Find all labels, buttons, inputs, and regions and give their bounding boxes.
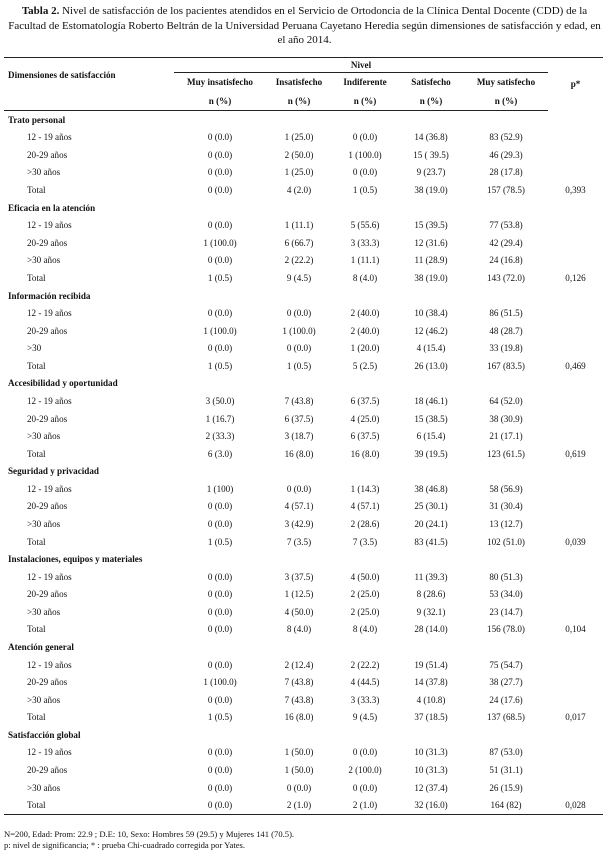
table-cell: 20 (24.1) xyxy=(414,518,448,529)
nivel-header: Nivel xyxy=(174,58,548,73)
table-cell: 16 (8.0) xyxy=(284,712,314,723)
table-cell: 1 (20.0) xyxy=(350,343,380,354)
table-cell: 0 (0.0) xyxy=(207,501,233,512)
table-row xyxy=(4,761,603,779)
table-cell: 0 (0.0) xyxy=(207,149,233,160)
table-cell: 23 (14.7) xyxy=(489,606,523,617)
unit-header: n (%) xyxy=(332,91,398,111)
table-cell: 2 (40.0) xyxy=(350,308,380,319)
table-row xyxy=(4,621,603,639)
table-cell: 1 (0.5) xyxy=(207,272,233,283)
table-cell: 42 (29.4) xyxy=(489,237,523,248)
row-label: 12 - 19 años xyxy=(27,308,72,319)
row-label: 12 - 19 años xyxy=(27,132,72,143)
table-cell: 7 (43.8) xyxy=(284,395,314,406)
unit-header: n (%) xyxy=(398,91,464,111)
p-value-cell xyxy=(548,568,603,586)
table-cell: 38 (46.8) xyxy=(414,483,448,494)
table-cell: 3 (18.7) xyxy=(284,431,314,442)
p-value-cell xyxy=(548,252,603,270)
table-cell: 7 (3.5) xyxy=(352,536,378,547)
table-caption-text: Nivel de satisfacción de los pacientes atendidos en el Servicio de Ortodoncia de la Clínica Dental Docente (CDD) de la Facultad de Estomatología Roberto Beltrán de la Universidad Peruana Cayetano Heredia según dimensiones de satisfacción y edad, en el año 2014. xyxy=(8,5,601,46)
table-cell: 6 (37.5) xyxy=(284,413,314,424)
row-label: Total xyxy=(4,796,174,814)
table-cell: 2 (1.0) xyxy=(332,796,398,814)
table-row xyxy=(4,515,603,533)
table-cell: 0 (0.0) xyxy=(207,589,233,600)
table-row xyxy=(4,410,603,428)
dimension-heading: Accesibilidad y oportunidad xyxy=(8,378,118,389)
table-cell: 3 (33.3) xyxy=(350,237,380,248)
row-label: 20-29 años xyxy=(27,149,68,160)
row-label: >30 años xyxy=(27,518,61,529)
table-cell: 1 (12.5) xyxy=(284,589,314,600)
unit-header: n (%) xyxy=(464,91,548,111)
table-cell: 137 (68.5) xyxy=(487,712,525,723)
table-cell: 1 (14.3) xyxy=(350,483,380,494)
table-cell: 1 (11.1) xyxy=(350,255,380,266)
table-cell: 164 (82) xyxy=(464,796,548,814)
row-label: >30 años xyxy=(27,782,61,793)
table-cell: 12 (37.4) xyxy=(414,782,448,793)
p-value-cell xyxy=(548,603,603,621)
row-label: 12 - 19 años xyxy=(27,659,72,670)
table-row xyxy=(4,779,603,797)
p-value-cell xyxy=(548,339,603,357)
table-cell: 1 (100.0) xyxy=(203,677,237,688)
table-cell: 0 (0.0) xyxy=(207,518,233,529)
table-cell: 9 (23.7) xyxy=(416,167,446,178)
p-value-cell xyxy=(548,761,603,779)
table-cell: 2 (40.0) xyxy=(350,325,380,336)
table-cell: 38 (27.7) xyxy=(489,677,523,688)
table-row xyxy=(4,498,603,516)
table-row xyxy=(4,568,603,586)
row-label: 12 - 19 años xyxy=(27,395,72,406)
p-value-cell: 0,039 xyxy=(565,536,586,547)
table-cell: 0 (0.0) xyxy=(207,747,233,758)
table-cell: 11 (39.3) xyxy=(414,571,448,582)
table-cell: 7 (43.8) xyxy=(284,677,314,688)
table-row xyxy=(4,357,603,375)
p-value-cell xyxy=(548,673,603,691)
row-label: Total xyxy=(27,360,46,371)
table-number: Tabla 2. xyxy=(21,5,60,17)
table-cell: 15 ( 39.5) xyxy=(413,149,449,160)
p-value-cell xyxy=(548,480,603,498)
table-cell: 0 (0.0) xyxy=(207,308,233,319)
p-value-cell: 0,017 xyxy=(565,712,586,723)
level-header: Muy insatisfecho xyxy=(187,77,253,87)
table-cell: 0 (0.0) xyxy=(286,782,312,793)
table-cell: 0 (0.0) xyxy=(207,185,233,196)
table-cell: 0 (0.0) xyxy=(207,782,233,793)
row-label: >30 xyxy=(27,343,42,354)
table-cell: 3 (42.9) xyxy=(284,518,314,529)
table-cell: 0 (0.0) xyxy=(207,132,233,143)
table-cell: 53 (34.0) xyxy=(489,589,523,600)
row-label: 12 - 19 años xyxy=(27,571,72,582)
level-header: Indiferente xyxy=(343,77,387,87)
table-cell: 14 (36.8) xyxy=(414,132,448,143)
row-label: Total xyxy=(27,272,46,283)
p-value-cell xyxy=(548,779,603,797)
p-value-cell xyxy=(548,216,603,234)
table-cell: 10 (31.3) xyxy=(414,765,448,776)
row-label: Total xyxy=(27,185,46,196)
table-row xyxy=(4,656,603,674)
table-cell: 87 (53.0) xyxy=(489,747,523,758)
row-label: Total xyxy=(27,624,46,635)
table-cell: 38 (19.0) xyxy=(414,185,448,196)
table-cell: 2 (33.3) xyxy=(205,431,235,442)
table-cell: 9 (4.5) xyxy=(286,272,312,283)
table-row xyxy=(4,216,603,234)
level-header: Insatisfecho xyxy=(275,77,323,87)
table-cell: 24 (17.6) xyxy=(489,694,523,705)
table-cell: 7 (3.5) xyxy=(286,536,312,547)
table-row xyxy=(4,304,603,322)
table-cell: 33 (19.8) xyxy=(489,343,523,354)
p-value-cell xyxy=(548,304,603,322)
row-label: >30 años xyxy=(27,255,61,266)
table-cell: 0 (0.0) xyxy=(174,796,266,814)
table-cell: 0 (0.0) xyxy=(207,571,233,582)
table-cell: 4 (2.0) xyxy=(286,185,312,196)
p-value-cell xyxy=(548,515,603,533)
table-cell: 2 (25.0) xyxy=(350,606,380,617)
p-value-cell: 0,126 xyxy=(565,272,586,283)
row-label: Total xyxy=(27,712,46,723)
table-cell: 0 (0.0) xyxy=(207,343,233,354)
table-cell: 83 (52.9) xyxy=(489,132,523,143)
satisfaction-table xyxy=(4,57,603,815)
table-cell: 0 (0.0) xyxy=(207,606,233,617)
table-cell: 1 (100) xyxy=(206,483,234,494)
table-cell: 4 (57.1) xyxy=(284,501,314,512)
row-label: 12 - 19 años xyxy=(27,483,72,494)
table-cell: 5 (55.6) xyxy=(350,220,380,231)
table-cell: 0 (0.0) xyxy=(352,747,378,758)
row-label: 20-29 años xyxy=(27,413,68,424)
table-cell: 8 (4.0) xyxy=(352,272,378,283)
table-cell: 1 (50.0) xyxy=(284,747,314,758)
p-value-header: p* xyxy=(570,79,581,90)
table-cell: 0 (0.0) xyxy=(207,255,233,266)
table-cell: 37 (18.5) xyxy=(414,712,448,723)
table-row xyxy=(4,322,603,340)
table-cell: 0 (0.0) xyxy=(352,132,378,143)
footnote-significance: p: nivel de significancia; * : prueba Chi-cuadrado corregida por Yates. xyxy=(4,840,246,850)
table-cell: 9 (32.1) xyxy=(416,606,446,617)
table-cell: 156 (78.0) xyxy=(487,624,525,635)
table-row xyxy=(4,269,603,287)
table-row xyxy=(4,744,603,762)
table-cell: 1 (11.1) xyxy=(284,220,314,231)
table-cell: 32 (16.0) xyxy=(398,796,464,814)
unit-header: n (%) xyxy=(266,91,332,111)
table-row xyxy=(4,603,603,621)
table-cell: 6 (15.4) xyxy=(416,431,446,442)
table-cell: 0 (0.0) xyxy=(286,483,312,494)
table-cell: 2 (100.0) xyxy=(348,765,382,776)
table-cell: 26 (15.9) xyxy=(489,782,523,793)
table-cell: 1 (0.5) xyxy=(352,185,378,196)
table-cell: 4 (10.8) xyxy=(416,694,446,705)
table-cell: 9 (4.5) xyxy=(352,712,378,723)
p-value-cell xyxy=(548,691,603,709)
row-label: 20-29 años xyxy=(27,325,68,336)
table-cell: 0 (0.0) xyxy=(207,624,233,635)
dimension-heading: Eficacia en la atención xyxy=(8,202,96,213)
table-cell: 1 (100.0) xyxy=(203,325,237,336)
table-cell: 102 (51.0) xyxy=(487,536,525,547)
table-cell: 2 (28.6) xyxy=(350,518,380,529)
table-cell: 2 (22.2) xyxy=(350,659,380,670)
table-cell: 38 (30.9) xyxy=(489,413,523,424)
p-value-cell xyxy=(548,146,603,164)
table-cell: 2 (50.0) xyxy=(284,149,314,160)
table-cell: 6 (66.7) xyxy=(284,237,314,248)
table-cell: 4 (57.1) xyxy=(350,501,380,512)
table-row xyxy=(4,181,603,199)
p-value-cell: 0,469 xyxy=(565,360,586,371)
table-cell: 86 (51.5) xyxy=(489,308,523,319)
table-row xyxy=(4,164,603,182)
table-cell: 8 (4.0) xyxy=(352,624,378,635)
table-cell: 2 (1.0) xyxy=(266,796,332,814)
table-row xyxy=(4,146,603,164)
table-cell: 14 (37.8) xyxy=(414,677,448,688)
dimension-heading: Trato personal xyxy=(8,114,66,125)
p-value-cell xyxy=(548,392,603,410)
table-cell: 1 (100.0) xyxy=(282,325,316,336)
table-cell: 4 (44.5) xyxy=(350,677,380,688)
table-row xyxy=(4,392,603,410)
table-cell: 13 (12.7) xyxy=(489,518,523,529)
table-cell: 157 (78.5) xyxy=(487,185,525,196)
row-label: 20-29 años xyxy=(27,237,68,248)
dimension-heading: Seguridad y privacidad xyxy=(8,466,99,477)
table-cell: 4 (50.0) xyxy=(284,606,314,617)
table-cell: 0 (0.0) xyxy=(286,308,312,319)
table-row xyxy=(4,252,603,270)
table-row xyxy=(4,339,603,357)
p-value-cell: 0,104 xyxy=(565,624,586,635)
table-cell: 80 (51.3) xyxy=(489,571,523,582)
table-cell: 0 (0.0) xyxy=(207,694,233,705)
dimension-heading: Instalaciones, equipos y materiales xyxy=(8,554,143,565)
row-label: 20-29 años xyxy=(27,765,68,776)
row-label: Total xyxy=(27,536,46,547)
table-row xyxy=(4,709,603,727)
p-value-cell xyxy=(548,410,603,428)
p-value-cell: 0,028 xyxy=(548,796,603,814)
table-cell: 12 (31.6) xyxy=(414,237,448,248)
table-cell: 0 (0.0) xyxy=(207,659,233,670)
table-cell: 11 (28.9) xyxy=(414,255,448,266)
table-cell: 0 (0.0) xyxy=(352,167,378,178)
table-cell: 3 (33.3) xyxy=(350,694,380,705)
table-cell: 26 (13.0) xyxy=(414,360,448,371)
table-cell: 1 (0.5) xyxy=(207,712,233,723)
row-label: 12 - 19 años xyxy=(27,220,72,231)
table-cell: 83 (41.5) xyxy=(414,536,448,547)
dimensions-header: Dimensiones de satisfacción xyxy=(8,69,116,80)
table-row xyxy=(4,129,603,147)
row-label: 20-29 años xyxy=(27,677,68,688)
table-cell: 1 (0.5) xyxy=(207,360,233,371)
table-cell: 2 (25.0) xyxy=(350,589,380,600)
table-cell: 25 (30.1) xyxy=(414,501,448,512)
p-value-cell xyxy=(548,585,603,603)
row-label: >30 años xyxy=(27,606,61,617)
table-cell: 0 (0.0) xyxy=(286,343,312,354)
table-cell: 1 (100.0) xyxy=(203,237,237,248)
table-cell: 1 (50.0) xyxy=(284,765,314,776)
table-cell: 51 (31.1) xyxy=(489,765,523,776)
table-cell: 8 (4.0) xyxy=(286,624,312,635)
table-cell: 15 (39.5) xyxy=(414,220,448,231)
table-cell: 8 (28.6) xyxy=(416,589,446,600)
p-value-cell xyxy=(548,656,603,674)
table-row xyxy=(4,427,603,445)
table-caption xyxy=(4,4,605,48)
p-value-cell xyxy=(548,129,603,147)
table-cell: 7 (43.8) xyxy=(284,694,314,705)
footnote-sample: N=200, Edad: Prom: 22.9 ; D.E: 10, Sexo: Hombres 59 (29.5) y Mujeres 141 (70.5). xyxy=(4,829,295,839)
table-row xyxy=(4,691,603,709)
table-cell: 10 (38.4) xyxy=(414,308,448,319)
table-row xyxy=(4,445,603,463)
p-value-cell xyxy=(548,164,603,182)
table-cell: 1 (100.0) xyxy=(348,149,382,160)
table-cell: 2 (12.4) xyxy=(284,659,314,670)
dimension-heading: Información recibida xyxy=(8,290,91,301)
p-value-cell xyxy=(548,498,603,516)
table-cell: 12 (46.2) xyxy=(414,325,448,336)
table-cell: 15 (38.5) xyxy=(414,413,448,424)
p-value-cell xyxy=(548,322,603,340)
table-cell: 1 (25.0) xyxy=(284,167,314,178)
table-cell: 0 (0.0) xyxy=(207,167,233,178)
row-label: >30 años xyxy=(27,431,61,442)
table-cell: 6 (37.5) xyxy=(350,395,380,406)
table-row xyxy=(4,673,603,691)
footnotes xyxy=(4,829,294,851)
table-cell: 1 (25.0) xyxy=(284,132,314,143)
row-label: 20-29 años xyxy=(27,589,68,600)
table-cell: 16 (8.0) xyxy=(284,448,314,459)
table-cell: 4 (25.0) xyxy=(350,413,380,424)
table-cell: 0 (0.0) xyxy=(207,220,233,231)
row-label: Total xyxy=(27,448,46,459)
row-label: 12 - 19 años xyxy=(27,747,72,758)
table-cell: 1 (0.5) xyxy=(207,536,233,547)
table-cell: 28 (17.8) xyxy=(489,167,523,178)
table-cell: 1 (16.7) xyxy=(205,413,235,424)
row-label: >30 años xyxy=(27,694,61,705)
table-cell: 77 (53.8) xyxy=(489,220,523,231)
table-cell: 1 (0.5) xyxy=(286,360,312,371)
table-row xyxy=(4,585,603,603)
table-cell: 3 (50.0) xyxy=(205,395,235,406)
dimension-heading: Atención general xyxy=(8,642,74,652)
table-cell: 31 (30.4) xyxy=(489,501,523,512)
table-cell: 10 (31.3) xyxy=(414,747,448,758)
table-cell: 2 (22.2) xyxy=(284,255,314,266)
table-cell: 0 (0.0) xyxy=(352,782,378,793)
table-cell: 21 (17.1) xyxy=(489,431,523,442)
table-cell: 38 (19.0) xyxy=(414,272,448,283)
table-cell: 167 (83.5) xyxy=(487,360,525,371)
table-cell: 39 (19.5) xyxy=(414,448,448,459)
table-cell: 58 (56.9) xyxy=(489,483,523,494)
p-value-cell xyxy=(548,234,603,252)
table-cell: 4 (15.4) xyxy=(416,343,446,354)
table-cell: 143 (72.0) xyxy=(487,272,525,283)
level-header: Satisfecho xyxy=(411,77,451,87)
unit-header: n (%) xyxy=(174,91,266,111)
table-cell: 6 (3.0) xyxy=(207,448,233,459)
table-cell: 18 (46.1) xyxy=(414,395,448,406)
table-cell: 24 (16.8) xyxy=(489,255,523,266)
table-row xyxy=(4,796,603,814)
p-value-cell: 0,619 xyxy=(565,448,586,459)
table-cell: 4 (50.0) xyxy=(350,571,380,582)
table-cell: 6 (37.5) xyxy=(350,431,380,442)
table-row xyxy=(4,480,603,498)
table-cell: 46 (29.3) xyxy=(489,149,523,160)
table-row xyxy=(4,533,603,551)
table-cell: 3 (37.5) xyxy=(284,571,314,582)
dimension-heading: Satisfacción global xyxy=(8,729,81,740)
row-label: 20-29 años xyxy=(27,501,68,512)
table-cell: 28 (14.0) xyxy=(414,624,448,635)
p-value-cell xyxy=(548,427,603,445)
table-cell: 64 (52.0) xyxy=(489,395,523,406)
p-value-cell xyxy=(548,744,603,762)
table-cell: 16 (8.0) xyxy=(350,448,380,459)
table-cell: 5 (2.5) xyxy=(352,360,378,371)
row-label: >30 años xyxy=(27,167,61,178)
table-cell: 75 (54.7) xyxy=(489,659,523,670)
table-cell: 123 (61.5) xyxy=(487,448,525,459)
level-header: Muy satisfecho xyxy=(476,77,536,87)
table-row xyxy=(4,234,603,252)
table-cell: 48 (28.7) xyxy=(489,325,523,336)
p-value-cell: 0,393 xyxy=(565,185,586,196)
table-cell: 19 (51.4) xyxy=(414,659,448,670)
table-cell: 0 (0.0) xyxy=(207,765,233,776)
